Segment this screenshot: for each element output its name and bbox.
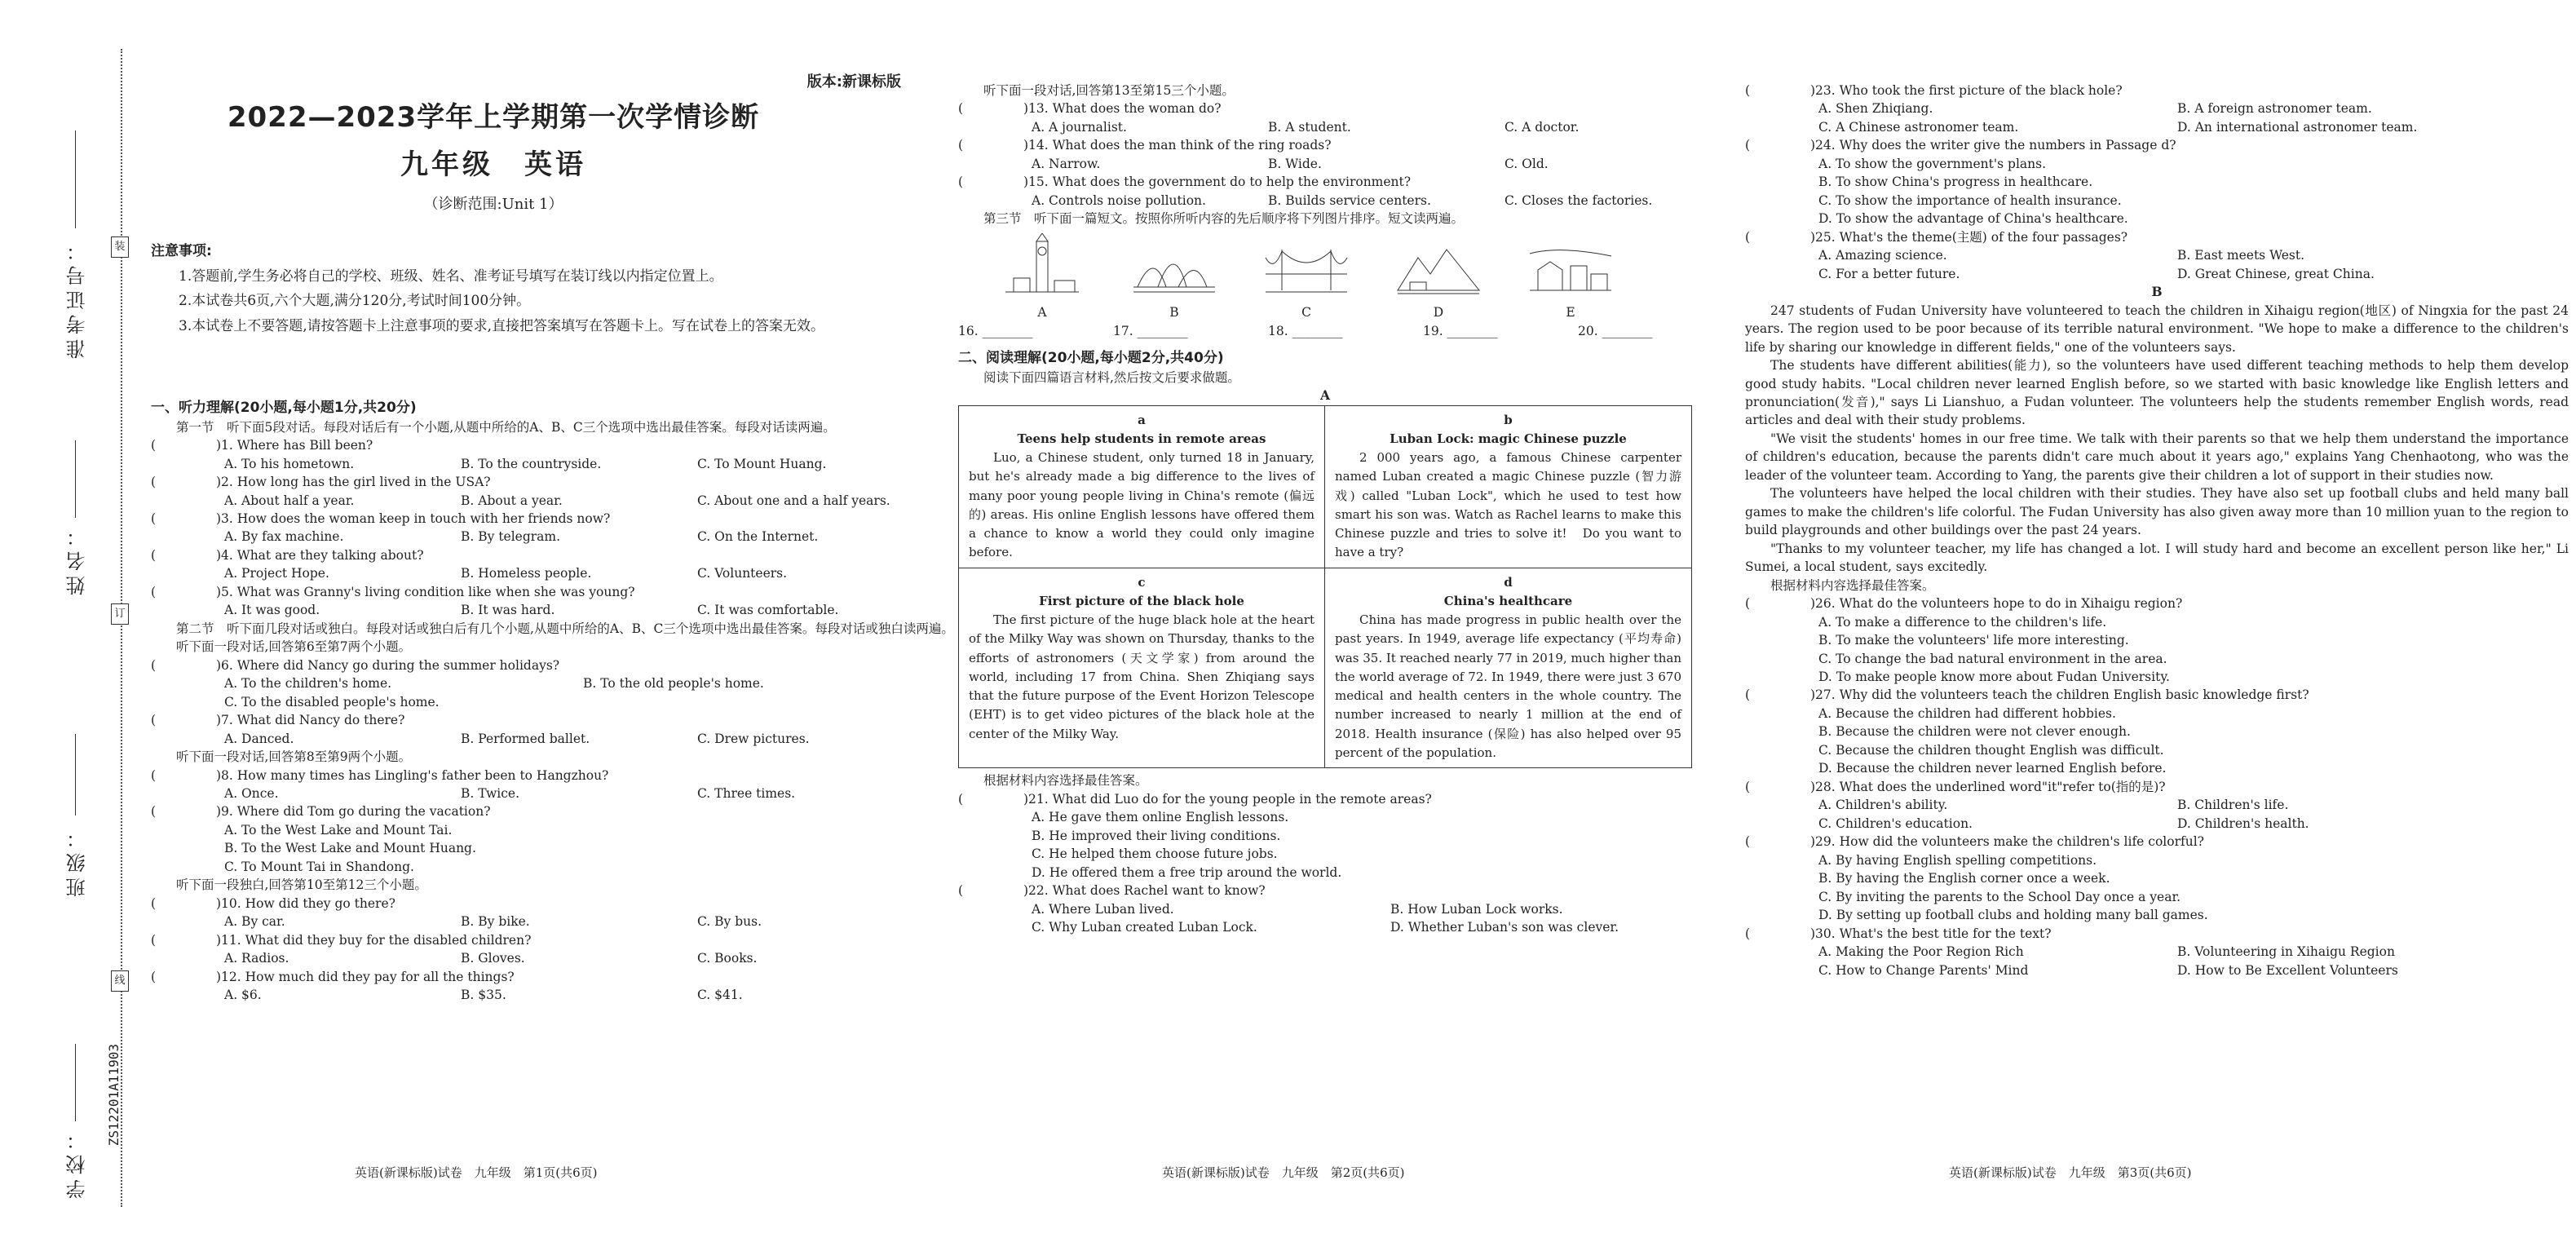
options: A. Amazing science. B. East meets West. bbox=[1818, 248, 2305, 263]
option[interactable]: B. Because the children were not clever enough. bbox=[1818, 724, 2131, 740]
binding-gutter bbox=[0, 0, 126, 1242]
options: A. A journalist. B. A student. C. A doctor. bbox=[1032, 119, 1580, 135]
option[interactable]: A. To show the government's plans. bbox=[1818, 156, 2046, 171]
options: A. About half a year. B. About a year. C. About one and a half years. bbox=[224, 493, 890, 508]
option[interactable]: C. To Mount Tai in Shandong. bbox=[224, 859, 414, 874]
question-22: ( )22. What does Rachel want to know? bbox=[958, 883, 1266, 899]
question-7: ( )7. What did Nancy do there? bbox=[151, 713, 405, 728]
option[interactable]: A. By having English spelling competitions. bbox=[1818, 852, 2097, 868]
options: A. Project Hope. B. Homeless people. C. Volunteers. bbox=[224, 566, 788, 581]
answer-blank-17[interactable]: 17. ________ bbox=[1113, 323, 1188, 338]
option[interactable]: B. To the West Lake and Mount Huang. bbox=[224, 841, 476, 856]
question-9: ( )9. Where did Tom go during the vacation? bbox=[151, 804, 491, 820]
passage-label: A bbox=[1319, 387, 1331, 404]
dialogue-intro: 听下面一段独白,回答第10至第12三个小题。 bbox=[176, 877, 427, 893]
options: A. Once. B. Twice. C. Three times. bbox=[224, 786, 796, 802]
question-30: ( )30. What's the best title for the text? bbox=[1745, 926, 2052, 941]
options: C. How to Change Parents' Mind D. How to Be Excellent Volunteers bbox=[1818, 962, 2398, 978]
part-intro: 第二节 听下面几段对话或独白。每段对话或独白后有几个小题,从题中所给的A、B、C三个选项中选出最佳答案。每段对话或独白读两遍。 bbox=[176, 621, 954, 636]
picture-big-ben: A bbox=[997, 233, 1087, 322]
version-label: 版本:新课标版 bbox=[806, 73, 901, 91]
options: A. Controls noise pollution. B. Builds service centers. C. Closes the factories. bbox=[1032, 192, 1653, 208]
page-footer: 英语(新课标版)试卷 九年级 第2页(共6页) bbox=[1162, 1165, 1405, 1180]
passage-cell-b: b Luban Lock: magic Chinese puzzle 2 000 years ago, a famous Chinese carpenter named Luban created a magic Chinese puzzle (智力游戏) called "Luban Lock", which he used to test how smart his son was. Watch as Rachel learns to make this Chinese puzzle and tries to solve it! Do you want to have a try? bbox=[1325, 406, 1691, 568]
section-title: 一、听力理解(20小题,每小题1分,共20分) bbox=[151, 400, 417, 416]
question-1: ( )1. Where has Bill been? bbox=[151, 438, 373, 453]
note-item: 1.答题前,学生务必将自己的学校、班级、姓名、准考证号填写在装订线以内指定位置上。 bbox=[179, 267, 723, 285]
exam-number-line[interactable] bbox=[75, 130, 76, 228]
question-3: ( )3. How does the woman keep in touch with her friends now? bbox=[151, 511, 611, 526]
big-ben-icon bbox=[997, 233, 1087, 298]
binding-marker: 线 bbox=[111, 970, 129, 992]
options: A. To the children's home. B. To the old people's home. bbox=[224, 676, 764, 692]
name-line[interactable] bbox=[75, 440, 76, 518]
question-27: ( )27. Why did the volunteers teach the children English basic knowledge first? bbox=[1745, 687, 2309, 703]
options: A. To his hometown. B. To the countryside. C. To Mount Huang. bbox=[224, 456, 827, 471]
options: A. Making the Poor Region Rich B. Volunteering in Xihaigu Region bbox=[1818, 944, 2395, 960]
passage-paragraph: "We visit the students' homes in our free time. We talk with their parents so that we help them understand the importance of children's education, because the parents didn't care much about it years ago," explains Yang Chenhaotong, who was the leader of the volunteer team. According to Yang, the parents give their children a lot of support in their studies now. bbox=[1745, 431, 2569, 483]
option[interactable]: C. To the disabled people's home. bbox=[224, 694, 440, 709]
binding-marker: 装 bbox=[111, 236, 129, 258]
picture-row bbox=[997, 233, 1708, 322]
options: A. It was good. B. It was hard. C. It was comfortable. bbox=[224, 603, 839, 618]
exam-scope: （诊断范围:Unit 1） bbox=[423, 196, 563, 213]
reading-continued bbox=[1745, 82, 2569, 979]
question-5: ( )5. What was Granny's living condition like when she was young? bbox=[151, 584, 635, 599]
option[interactable]: C. He helped them choose future jobs. bbox=[1032, 846, 1278, 862]
binding-marker: 订 bbox=[111, 603, 129, 625]
question-26: ( )26. What do the volunteers hope to do in Xihaigu region? bbox=[1745, 596, 2183, 612]
question-23: ( )23. Who took the first picture of the black hole? bbox=[1745, 83, 2123, 98]
question-28: ( )28. What does the underlined word"it"refer to(指的是)? bbox=[1745, 779, 2166, 794]
bridge-icon bbox=[1261, 233, 1351, 298]
section-title: 二、阅读理解(20小题,每小题2分,共40分) bbox=[958, 350, 1224, 367]
picture-mountains: D bbox=[1394, 233, 1483, 322]
passage-label: B bbox=[2151, 284, 2163, 300]
question-6: ( )6. Where did Nancy go during the summer holidays? bbox=[151, 657, 560, 673]
option[interactable]: D. By setting up football clubs and holding many ball games. bbox=[1818, 908, 2208, 923]
answer-blank-18[interactable]: 18. ________ bbox=[1268, 323, 1343, 338]
paper-code: ZS12201A11903 bbox=[106, 1044, 122, 1147]
part-intro: 第三节 听下面一篇短文。按照你所听内容的先后顺序将下列图片排序。短文读两遍。 bbox=[983, 211, 1465, 227]
passage-a-table bbox=[958, 405, 1692, 769]
options: C. For a better future. D. Great Chinese, great China. bbox=[1818, 266, 2375, 281]
mountain-icon bbox=[1394, 233, 1483, 298]
exam-subtitle: 九年级 英语 bbox=[400, 148, 586, 181]
question-2: ( )2. How long has the girl lived in the USA? bbox=[151, 475, 491, 490]
choose-instruction: 根据材料内容选择最佳答案。 bbox=[1770, 577, 1935, 593]
passage-cell-a: a Teens help students in remote areas Luo, a Chinese student, only turned 18 in January, but he's already made a big difference to the lives of many poor young people living in China's remote (偏远的) areas. His online English lessons have offered them a chance to know a world they could only imagine before. bbox=[959, 406, 1325, 568]
opera-house-icon bbox=[1129, 233, 1219, 298]
options: A. Children's ability. B. Children's life. bbox=[1818, 798, 2289, 813]
page-2 bbox=[958, 0, 1708, 1242]
passage-b bbox=[1745, 302, 2569, 577]
option[interactable]: B. To make the volunteers' life more interesting. bbox=[1818, 633, 2129, 648]
option[interactable]: D. To make people know more about Fudan University. bbox=[1818, 670, 2170, 684]
question-13: ( )13. What does the woman do? bbox=[958, 101, 1222, 117]
options: A. By car. B. By bike. C. By bus. bbox=[224, 914, 762, 930]
question-11: ( )11. What did they buy for the disabled children? bbox=[151, 932, 532, 948]
exam-number-label: 准考证号： bbox=[66, 236, 89, 359]
option[interactable]: C. To show the importance of health insurance. bbox=[1818, 192, 2122, 208]
question-29: ( )29. How did the volunteers make the children's life colorful? bbox=[1745, 834, 2204, 850]
answer-blank-19[interactable]: 19. ________ bbox=[1423, 323, 1498, 338]
option[interactable]: C. To change the bad natural environment in the area. bbox=[1818, 651, 2167, 666]
picture-city-sketch: E bbox=[1526, 233, 1615, 322]
option[interactable]: A. He gave them online English lessons. bbox=[1032, 810, 1289, 825]
dialogue-intro: 听下面一段对话,回答第6至第7两个小题。 bbox=[176, 639, 412, 655]
question-4: ( )4. What are they talking about? bbox=[151, 547, 424, 563]
option[interactable]: A. Because the children had different hobbies. bbox=[1818, 705, 2116, 721]
question-24: ( )24. Why does the writer give the numbers in Passage d? bbox=[1745, 138, 2176, 153]
question-12: ( )12. How much did they pay for all the things? bbox=[151, 969, 515, 984]
options: A. Narrow. B. Wide. C. Old. bbox=[1032, 156, 1549, 171]
question-15: ( )15. What does the government do to help the environment? bbox=[958, 175, 1412, 190]
options: A. Shen Zhiqiang. B. A foreign astronomer team. bbox=[1818, 101, 2372, 117]
section-intro: 阅读下面四篇语言材料,然后按文后要求做题。 bbox=[983, 369, 1240, 385]
school-line[interactable] bbox=[75, 1044, 76, 1121]
dialogue-intro: 听下面一段对话,回答第13至第15三个小题。 bbox=[983, 83, 1235, 98]
passage-cell-c: c First picture of the black hole The first picture of the huge black hole at the heart of the Milky Way was shown on Thursday, thanks to the efforts of astronomers (天文学家) from around the world, including 17 from China. Shen Zhiqiang says that the future purpose of the Event Horizon Telescope (EHT) is to get video pictures of the black hole at the center of the Milky Way. bbox=[959, 568, 1325, 768]
options: A. Radios. B. Gloves. C. Books. bbox=[224, 951, 758, 966]
option[interactable]: A. To the West Lake and Mount Tai. bbox=[224, 822, 453, 838]
choose-instruction: 根据材料内容选择最佳答案。 bbox=[983, 773, 1148, 789]
answer-blank-20[interactable]: 20. ________ bbox=[1578, 323, 1653, 338]
options: A. By fax machine. B. By telegram. C. On the Internet. bbox=[224, 529, 819, 545]
option[interactable]: B. He improved their living conditions. bbox=[1032, 828, 1281, 843]
note-item: 2.本试卷共6页,六个大题,满分120分,考试时间100分钟。 bbox=[179, 293, 531, 310]
options: C. Children's education. D. Children's health. bbox=[1818, 815, 2309, 831]
city-icon bbox=[1526, 233, 1615, 298]
class-label: 班级： bbox=[66, 824, 89, 897]
page-footer: 英语(新课标版)试卷 九年级 第1页(共6页) bbox=[355, 1165, 598, 1180]
options: C. A Chinese astronomer team. D. An international astronomer team. bbox=[1818, 119, 2418, 135]
name-label: 姓名： bbox=[66, 522, 89, 595]
passage-paragraph: "Thanks to my volunteer teacher, my life has changed a lot. I will study hard and become an excellent person like her," Li Sumei, a local student, says excitedly. bbox=[1745, 541, 2569, 575]
passage-paragraph: The volunteers have helped the local children with their studies. They have also set up football clubs and held many ball games to make the children's life colorful. The Fudan University has also given away more than 10 million yuan to the region to build playgrounds and other buildings over the past 24 years. bbox=[1745, 486, 2569, 538]
question-25: ( )25. What's the theme(主题) of the four passages? bbox=[1745, 229, 2128, 245]
part-intro: 第一节 听下面5段对话。每段对话后有一个小题,从题中所给的A、B、C三个选项中选出最佳答案。每段对话读两遍。 bbox=[176, 419, 836, 435]
options: A. Where Luban lived. B. How Luban Lock works. bbox=[1032, 901, 1563, 917]
option[interactable]: D. He offered them a free trip around the world. bbox=[1032, 864, 1342, 880]
page-footer: 英语(新课标版)试卷 九年级 第3页(共6页) bbox=[1949, 1165, 2192, 1180]
page-3 bbox=[1745, 0, 2569, 1242]
binding-dotted-line bbox=[121, 49, 122, 1207]
answer-blanks bbox=[958, 322, 1708, 340]
question-10: ( )10. How did they go there? bbox=[151, 895, 395, 911]
listening-section bbox=[151, 398, 966, 1005]
option[interactable]: C. By inviting the parents to the School Day once a year. bbox=[1818, 889, 2181, 904]
option[interactable]: D. Because the children never learned English before. bbox=[1818, 761, 2167, 776]
picture-bridge: C bbox=[1261, 233, 1351, 322]
notes-title: 注意事项: bbox=[151, 243, 212, 259]
notes-section bbox=[151, 241, 966, 342]
passage-cell-d: d China's healthcare China has made progress in public health over the past years. In 1949, average life expectancy (平均寿命) was 35. It reached nearly 77 in 2019, much higher than the world average of 72. In 1949, there were just 3 670 medical and health centers in the whole country. The number increased to nearly 1 million at the end of 2018. Health insurance (保险) has also helped over 95 percent of the population. bbox=[1335, 574, 1681, 760]
exam-title: 2022—2023学年上学期第一次学情诊断 bbox=[227, 101, 760, 134]
listening-continued bbox=[958, 82, 1708, 936]
school-label: 学校： bbox=[66, 1125, 89, 1199]
dialogue-intro: 听下面一段对话,回答第8至第9两个小题。 bbox=[176, 749, 412, 765]
note-item: 3.本试卷上不要答题,请按答题卡上注意事项的要求,直接把答案填写在答题卡上。写在试卷上的答案无效。 bbox=[179, 317, 825, 334]
page-1 bbox=[151, 0, 966, 1242]
options: A. Danced. B. Performed ballet. C. Drew pictures. bbox=[224, 731, 810, 746]
passage-paragraph: The students have different abilities(能力), so the volunteers have used different teaching methods to help them develop good study habits. "Local children never learned English before, so we started with basic knowledge like English letters and pronunciation(发音)," says Li Lianshuo, a Fudan volunteer. The volunteers help the students remember English words, read articles and deal with their study problems. bbox=[1745, 358, 2569, 428]
option[interactable]: B. To show China's progress in healthcare. bbox=[1818, 175, 2093, 190]
option[interactable]: C. Because the children thought English was difficult. bbox=[1818, 742, 2164, 758]
option[interactable]: B. By having the English corner once a week. bbox=[1818, 871, 2110, 886]
answer-blank-16[interactable]: 16. ________ bbox=[958, 323, 1033, 338]
class-line[interactable] bbox=[75, 734, 76, 815]
picture-opera-house: B bbox=[1129, 233, 1219, 322]
question-14: ( )14. What does the man think of the ring roads? bbox=[958, 138, 1332, 153]
options: A. $6. B. $35. C. $41. bbox=[224, 988, 743, 1003]
option[interactable]: D. To show the advantage of China's healthcare. bbox=[1818, 211, 2128, 227]
options: C. Why Luban created Luban Lock. D. Whether Luban's son was clever. bbox=[1032, 919, 1619, 935]
question-21: ( )21. What did Luo do for the young people in the remote areas? bbox=[958, 791, 1432, 807]
question-8: ( )8. How many times has Lingling's father been to Hangzhou? bbox=[151, 767, 609, 783]
passage-paragraph: 247 students of Fudan University have volunteered to teach the children in Xihaigu region(地区) of Ningxia for the past 24 years. The region used to be poor because of its terrible natural environment. "We hope to make a difference to the children's life by sharing our knowledge in different fields," one of the volunteers says. bbox=[1745, 303, 2569, 355]
option[interactable]: A. To make a difference to the children's life. bbox=[1818, 614, 2107, 630]
